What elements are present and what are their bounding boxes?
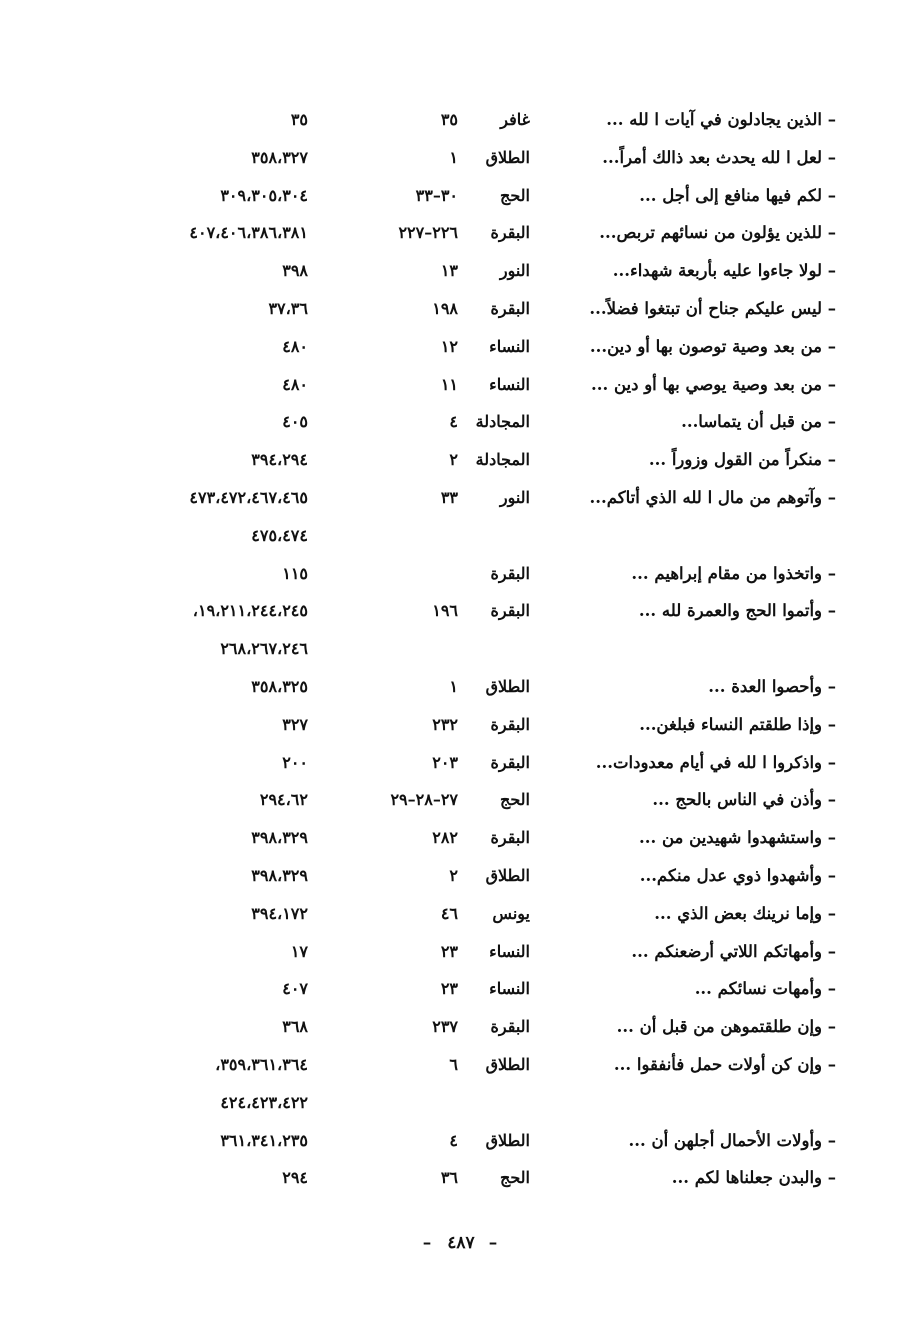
index-row: [0, 1008, 922, 1046]
verse-text: – واتخذوا من مقام إبراهيم ...: [631, 563, 836, 583]
page-refs: ٣٧،٣٦: [268, 298, 308, 318]
page-refs: ٣٢٧: [282, 714, 308, 734]
page-footer: [0, 1233, 922, 1253]
index-row: [0, 630, 922, 668]
surah-name: الحج: [500, 790, 530, 810]
index-row: [0, 403, 922, 441]
surah-name: الطلاق: [485, 147, 530, 167]
index-row: [0, 139, 922, 177]
ayah-number: ١٩٨: [432, 298, 458, 318]
verse-text: – وأشهدوا ذوي عدل منكم...: [639, 865, 836, 885]
page-refs: ٤٠٥: [282, 412, 308, 432]
verse-text: – من بعد وصية توصون بها أو دين...: [589, 336, 836, 356]
verse-text: – وأذن في الناس بالحج ...: [652, 790, 836, 810]
verse-text: – واذكروا ا لله في أيام معدودات...: [595, 752, 836, 772]
ayah-number: ١٩٦: [432, 601, 458, 621]
ayah-number: ٢: [449, 450, 458, 470]
index-row: [0, 517, 922, 555]
ayah-number: ١١: [440, 374, 458, 394]
page-refs: ٣٦١،٣٤١،٢٣٥: [220, 1130, 308, 1150]
index-row: [0, 744, 922, 782]
page-refs: ١١٥: [282, 563, 308, 583]
index-row: [0, 555, 922, 593]
verse-text: – واستشهدوا شهيدين من ...: [639, 828, 836, 848]
verse-text: – وإن طلقتموهن من قبل أن ...: [616, 1017, 836, 1037]
surah-name: البقرة: [490, 601, 530, 621]
index-row: [0, 101, 922, 139]
verse-text: – لعل ا لله يحدث بعد ذالك أمراً...: [602, 147, 836, 167]
surah-name: الطلاق: [485, 1130, 530, 1150]
page-refs: ٤٢٤،٤٢٣،٤٢٢: [220, 1092, 308, 1112]
verse-text: – وإذا طلقتم النساء فبلغن...: [639, 714, 836, 734]
ayah-number: ٢٠٣: [432, 752, 458, 772]
surah-name: النساء: [489, 979, 530, 999]
index-row: [0, 1084, 922, 1122]
index-row: [0, 1159, 922, 1197]
ayah-number: ٦: [449, 1054, 458, 1074]
page-refs: ٣٥٩،٣٦١،٣٦٤،: [215, 1054, 308, 1074]
surah-name: البقرة: [490, 563, 530, 583]
index-row: [0, 706, 922, 744]
index-row: [0, 895, 922, 933]
surah-name: البقرة: [490, 714, 530, 734]
page-refs: ٤٠٧،٤٠٦،٣٨٦،٣٨١: [189, 223, 308, 243]
page-refs: ١٧: [290, 941, 308, 961]
ayah-number: ٣٥: [440, 110, 458, 129]
index-row: [0, 366, 922, 404]
index-row: [0, 857, 922, 895]
verse-text: – للذين يؤلون من نسائهم تربص...: [599, 223, 836, 243]
verse-text: – وأتموا الحج والعمرة لله ...: [638, 601, 836, 621]
verse-text: – لولا جاءوا عليه بأربعة شهداء...: [612, 261, 836, 281]
ayah-number: ٢٧–٢٨–٢٩: [390, 790, 458, 810]
page-refs: ٣٥٨،٣٢٧: [251, 147, 308, 167]
verse-text: – وأولات الأحمال أجلهن أن ...: [628, 1130, 836, 1150]
page-refs: ٣٩٨،٣٢٩: [251, 828, 308, 848]
surah-name: المجادلة: [475, 412, 530, 432]
surah-name: الحج: [500, 1168, 530, 1188]
page-refs: ٣٦٨: [282, 1017, 308, 1037]
page-refs: ٣٩٤،٢٩٤: [251, 450, 308, 470]
ayah-number: ٣٠–٣٣: [415, 185, 458, 205]
page-refs: ٣٩٨: [282, 261, 308, 281]
page-refs: ٤٧٥،٤٧٤: [251, 525, 308, 545]
index-row: [0, 781, 922, 819]
surah-name: الطلاق: [485, 1054, 530, 1074]
surah-name: يونس: [492, 903, 530, 923]
ayah-number: ٢٣٢: [432, 714, 458, 734]
verse-text: – الذين يجادلون في آيات ا لله ...: [606, 110, 836, 129]
ayah-number: ٤: [449, 1130, 458, 1150]
verse-text: – وأمهات نسائكم ...: [694, 979, 836, 999]
ayah-number: ٢: [449, 865, 458, 885]
surah-name: الطلاق: [485, 865, 530, 885]
page-refs: ٢٦٨،٢٦٧،٢٤٦: [220, 639, 308, 659]
page-refs: ٣٩٤،١٧٢: [251, 903, 308, 923]
page-refs: ٢٠٠: [282, 752, 308, 772]
verse-text: – لكم فيها منافع إلى أجل ...: [639, 185, 836, 205]
page-refs: ٣٥٨،٣٢٥: [251, 676, 308, 696]
ayah-number: ٢٨٢: [432, 828, 458, 848]
index-row: [0, 214, 922, 252]
index-row: [0, 252, 922, 290]
index-row: [0, 1046, 922, 1084]
page-refs: ١٩،٢١١،٢٤٤،٢٤٥،: [192, 601, 308, 621]
ayah-number: ٢٢٦–٢٢٧: [398, 223, 458, 243]
ayah-number: ١: [449, 147, 458, 167]
verse-text: – وأحصوا العدة ...: [708, 676, 836, 696]
page-refs: ٤٨٠: [282, 374, 308, 394]
ayah-number: ١٢: [440, 336, 458, 356]
surah-name: البقرة: [490, 752, 530, 772]
verse-text: – وأمهاتكم اللاتي أرضعنكم ...: [631, 941, 836, 961]
surah-name: الحج: [500, 185, 530, 205]
verse-text: – منكراً من القول وزوراً ...: [648, 450, 836, 470]
verse-text: – ليس عليكم جناح أن تبتغوا فضلاً...: [589, 298, 836, 318]
surah-name: النساء: [489, 374, 530, 394]
page-refs: ٣٠٩،٣٠٥،٣٠٤: [220, 185, 308, 205]
surah-name: النساء: [489, 941, 530, 961]
index-table: [0, 101, 922, 1197]
index-row: [0, 970, 922, 1008]
surah-name: غافر: [500, 110, 530, 129]
ayah-number: ٣٦: [440, 1168, 458, 1188]
surah-name: المجادلة: [475, 450, 530, 470]
verse-text: – وإن كن أولات حمل فأنفقوا ...: [613, 1054, 836, 1074]
verse-text: – من قبل أن يتماسا...: [681, 412, 836, 432]
verse-text: – وإما نرينك بعض الذي ...: [654, 903, 836, 923]
page-refs: ٢٩٤،٦٢: [259, 790, 308, 810]
verse-text: – والبدن جعلناها لكم ...: [671, 1168, 836, 1188]
index-row: [0, 1122, 922, 1160]
footer-dash: –: [488, 1233, 500, 1253]
page-refs: ٢٩٤: [282, 1168, 308, 1188]
verse-text: – وآتوهم من مال ا لله الذي أتاكم...: [589, 487, 836, 507]
ayah-number: ٢٣٧: [432, 1017, 458, 1037]
index-row: [0, 479, 922, 517]
ayah-number: ٢٣: [440, 979, 458, 999]
index-row: [0, 933, 922, 971]
surah-name: البقرة: [490, 828, 530, 848]
surah-name: البقرة: [490, 1017, 530, 1037]
ayah-number: ١: [449, 676, 458, 696]
ayah-number: ١٣: [440, 261, 458, 281]
ayah-number: ٢٣: [440, 941, 458, 961]
page-number: ٤٨٧: [447, 1233, 475, 1253]
index-row: [0, 290, 922, 328]
surah-name: النور: [499, 261, 530, 281]
surah-name: البقرة: [490, 223, 530, 243]
index-row: [0, 177, 922, 215]
page-refs: ٤٧٣،٤٧٢،٤٦٧،٤٦٥: [189, 487, 308, 507]
index-row: [0, 819, 922, 857]
page-refs: ٣٥: [290, 110, 308, 129]
surah-name: البقرة: [490, 298, 530, 318]
verse-text: – من بعد وصية يوصي بها أو دين ...: [590, 374, 836, 394]
index-row: [0, 441, 922, 479]
index-row: [0, 328, 922, 366]
ayah-number: ٣٣: [440, 487, 458, 507]
page-refs: ٤٨٠: [282, 336, 308, 356]
index-row: [0, 592, 922, 630]
page-refs: ٣٩٨،٣٢٩: [251, 865, 308, 885]
footer-dash: –: [422, 1233, 434, 1253]
page-refs: ٤٠٧: [282, 979, 308, 999]
ayah-number: ٤: [449, 412, 458, 432]
surah-name: الطلاق: [485, 676, 530, 696]
surah-name: النساء: [489, 336, 530, 356]
ayah-number: ٤٦: [440, 903, 458, 923]
surah-name: النور: [499, 487, 530, 507]
index-row: [0, 668, 922, 706]
